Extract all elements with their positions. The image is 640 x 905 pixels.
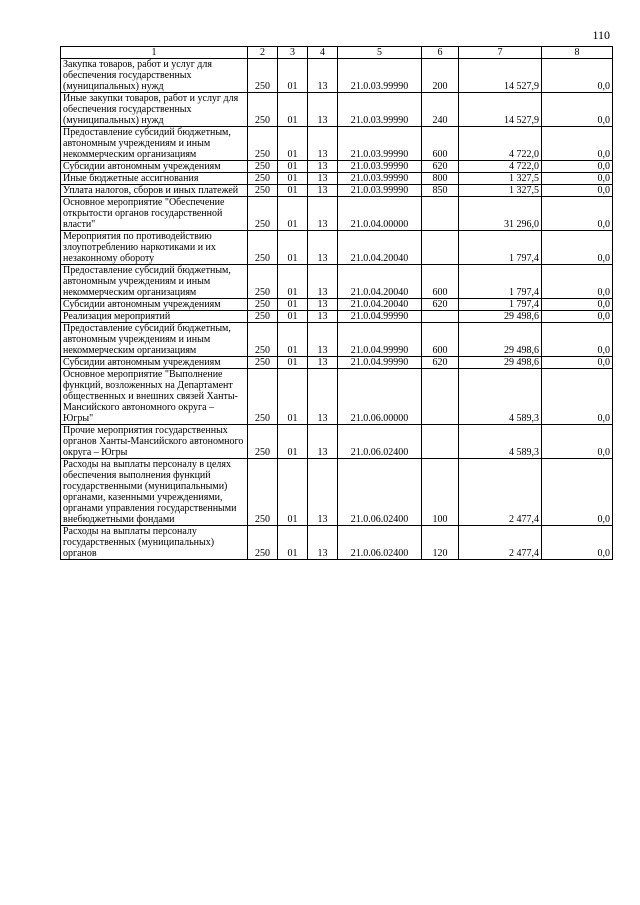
expense-type-cell	[422, 231, 459, 265]
amount-cell: 29 498,6	[459, 311, 542, 323]
expense-type-cell: 600	[422, 127, 459, 161]
subsection-cell: 13	[308, 369, 338, 425]
admin-code-cell: 250	[248, 265, 278, 299]
subsection-cell: 13	[308, 197, 338, 231]
table-row	[61, 369, 613, 425]
subsection-cell: 13	[308, 425, 338, 459]
item-name-cell: Иные закупки товаров, работ и услуг для обеспечения государственных (муниципальных) нужд	[61, 93, 248, 127]
item-name-cell: Предоставление субсидий бюджетным, автономным учреждениям и иным некоммерческим организациям	[61, 265, 248, 299]
expense-type-cell: 850	[422, 185, 459, 197]
item-name-cell: Реализация мероприятий	[61, 311, 248, 323]
amount-cell: 4 589,3	[459, 369, 542, 425]
amount-cell: 0,0	[542, 127, 613, 161]
expense-type-cell	[422, 369, 459, 425]
target-article-cell: 21.0.04.20040	[338, 231, 422, 265]
amount-cell: 0,0	[542, 185, 613, 197]
table-row	[61, 185, 613, 197]
expense-type-cell: 100	[422, 459, 459, 526]
target-article-cell: 21.0.04.00000	[338, 197, 422, 231]
amount-cell: 31 296,0	[459, 197, 542, 231]
table-row	[61, 459, 613, 526]
amount-cell: 0,0	[542, 197, 613, 231]
amount-cell: 0,0	[542, 526, 613, 560]
section-cell: 01	[278, 231, 308, 265]
amount-cell: 4 722,0	[459, 161, 542, 173]
admin-code-cell: 250	[248, 127, 278, 161]
subsection-cell: 13	[308, 173, 338, 185]
amount-cell: 1 797,4	[459, 231, 542, 265]
amount-cell: 1 327,5	[459, 185, 542, 197]
table-row	[61, 265, 613, 299]
expense-type-cell: 600	[422, 323, 459, 357]
admin-code-cell: 250	[248, 161, 278, 173]
admin-code-cell: 250	[248, 59, 278, 93]
admin-code-cell: 250	[248, 526, 278, 560]
admin-code-cell: 250	[248, 231, 278, 265]
expense-type-cell: 800	[422, 173, 459, 185]
amount-cell: 0,0	[542, 459, 613, 526]
admin-code-cell: 250	[248, 197, 278, 231]
table-row	[61, 299, 613, 311]
amount-cell: 0,0	[542, 311, 613, 323]
amount-cell: 1 327,5	[459, 173, 542, 185]
target-article-cell: 21.0.06.02400	[338, 459, 422, 526]
expense-type-cell: 200	[422, 59, 459, 93]
expense-type-cell	[422, 311, 459, 323]
subsection-cell: 13	[308, 185, 338, 197]
table-row	[61, 357, 613, 369]
section-cell: 01	[278, 265, 308, 299]
expense-type-cell	[422, 197, 459, 231]
amount-cell: 0,0	[542, 265, 613, 299]
item-name-cell: Уплата налогов, сборов и иных платежей	[61, 185, 248, 197]
amount-cell: 0,0	[542, 59, 613, 93]
table-row	[61, 526, 613, 560]
section-cell: 01	[278, 323, 308, 357]
amount-cell: 0,0	[542, 173, 613, 185]
column-header: 4	[308, 47, 338, 59]
section-cell: 01	[278, 161, 308, 173]
admin-code-cell: 250	[248, 299, 278, 311]
budget-table	[60, 46, 613, 560]
section-cell: 01	[278, 526, 308, 560]
subsection-cell: 13	[308, 299, 338, 311]
subsection-cell: 13	[308, 526, 338, 560]
subsection-cell: 13	[308, 357, 338, 369]
column-header: 5	[338, 47, 422, 59]
item-name-cell: Расходы на выплаты персоналу государственных (муниципальных) органов	[61, 526, 248, 560]
item-name-cell: Субсидии автономным учреждениям	[61, 161, 248, 173]
target-article-cell: 21.0.03.99990	[338, 127, 422, 161]
section-cell: 01	[278, 197, 308, 231]
section-cell: 01	[278, 185, 308, 197]
target-article-cell: 21.0.06.02400	[338, 425, 422, 459]
amount-cell: 29 498,6	[459, 323, 542, 357]
subsection-cell: 13	[308, 93, 338, 127]
admin-code-cell: 250	[248, 459, 278, 526]
section-cell: 01	[278, 357, 308, 369]
table-row	[61, 323, 613, 357]
expense-type-cell: 600	[422, 265, 459, 299]
admin-code-cell: 250	[248, 311, 278, 323]
expense-type-cell: 620	[422, 299, 459, 311]
target-article-cell: 21.0.03.99990	[338, 161, 422, 173]
target-article-cell: 21.0.04.20040	[338, 265, 422, 299]
amount-cell: 4 722,0	[459, 127, 542, 161]
table-row	[61, 161, 613, 173]
admin-code-cell: 250	[248, 93, 278, 127]
subsection-cell: 13	[308, 59, 338, 93]
amount-cell: 0,0	[542, 299, 613, 311]
subsection-cell: 13	[308, 161, 338, 173]
expense-type-cell: 620	[422, 357, 459, 369]
item-name-cell: Основное мероприятие "Обеспечение открытости органов государственной власти"	[61, 197, 248, 231]
admin-code-cell: 250	[248, 357, 278, 369]
item-name-cell: Предоставление субсидий бюджетным, автономным учреждениям и иным некоммерческим организациям	[61, 323, 248, 357]
admin-code-cell: 250	[248, 425, 278, 459]
expense-type-cell	[422, 425, 459, 459]
target-article-cell: 21.0.06.02400	[338, 526, 422, 560]
item-name-cell: Основное мероприятие "Выполнение функций, возложенных на Департамент общественных и внешних связей Ханты-Мансийского автономного округа – Югры"	[61, 369, 248, 425]
section-cell: 01	[278, 311, 308, 323]
target-article-cell: 21.0.03.99990	[338, 185, 422, 197]
amount-cell: 0,0	[542, 161, 613, 173]
item-name-cell: Иные бюджетные ассигнования	[61, 173, 248, 185]
column-header: 1	[61, 47, 248, 59]
item-name-cell: Расходы на выплаты персоналу в целях обеспечения выполнения функций государственными (муниципальными) органами, казенными учреждениями, органами управления государственными внебюджетными фондами	[61, 459, 248, 526]
table-row	[61, 425, 613, 459]
table-row	[61, 231, 613, 265]
section-cell: 01	[278, 59, 308, 93]
table-row	[61, 127, 613, 161]
amount-cell: 29 498,6	[459, 357, 542, 369]
subsection-cell: 13	[308, 231, 338, 265]
amount-cell: 14 527,9	[459, 59, 542, 93]
expense-type-cell: 240	[422, 93, 459, 127]
table-row	[61, 311, 613, 323]
admin-code-cell: 250	[248, 369, 278, 425]
section-cell: 01	[278, 425, 308, 459]
table-row	[61, 59, 613, 93]
amount-cell: 1 797,4	[459, 299, 542, 311]
column-header: 2	[248, 47, 278, 59]
admin-code-cell: 250	[248, 185, 278, 197]
amount-cell: 2 477,4	[459, 459, 542, 526]
admin-code-cell: 250	[248, 323, 278, 357]
target-article-cell: 21.0.04.99990	[338, 357, 422, 369]
expense-type-cell: 120	[422, 526, 459, 560]
target-article-cell: 21.0.03.99990	[338, 93, 422, 127]
amount-cell: 14 527,9	[459, 93, 542, 127]
page-number: 110	[592, 28, 610, 42]
section-cell: 01	[278, 173, 308, 185]
item-name-cell: Предоставление субсидий бюджетным, автономным учреждениям и иным некоммерческим организациям	[61, 127, 248, 161]
table-row	[61, 173, 613, 185]
target-article-cell: 21.0.03.99990	[338, 173, 422, 185]
target-article-cell: 21.0.04.99990	[338, 323, 422, 357]
amount-cell: 2 477,4	[459, 526, 542, 560]
table-header-row	[61, 47, 613, 59]
section-cell: 01	[278, 127, 308, 161]
subsection-cell: 13	[308, 265, 338, 299]
amount-cell: 0,0	[542, 357, 613, 369]
amount-cell: 0,0	[542, 425, 613, 459]
section-cell: 01	[278, 459, 308, 526]
amount-cell: 0,0	[542, 93, 613, 127]
item-name-cell: Закупка товаров, работ и услуг для обеспечения государственных (муниципальных) нужд	[61, 59, 248, 93]
amount-cell: 1 797,4	[459, 265, 542, 299]
amount-cell: 0,0	[542, 323, 613, 357]
target-article-cell: 21.0.04.20040	[338, 299, 422, 311]
section-cell: 01	[278, 299, 308, 311]
target-article-cell: 21.0.04.99990	[338, 311, 422, 323]
item-name-cell: Мероприятия по противодействию злоупотреблению наркотиками и их незаконному обороту	[61, 231, 248, 265]
column-header: 7	[459, 47, 542, 59]
column-header: 3	[278, 47, 308, 59]
target-article-cell: 21.0.03.99990	[338, 59, 422, 93]
subsection-cell: 13	[308, 459, 338, 526]
subsection-cell: 13	[308, 311, 338, 323]
amount-cell: 0,0	[542, 369, 613, 425]
admin-code-cell: 250	[248, 173, 278, 185]
table-row	[61, 93, 613, 127]
amount-cell: 4 589,3	[459, 425, 542, 459]
target-article-cell: 21.0.06.00000	[338, 369, 422, 425]
subsection-cell: 13	[308, 127, 338, 161]
section-cell: 01	[278, 369, 308, 425]
column-header: 6	[422, 47, 459, 59]
section-cell: 01	[278, 93, 308, 127]
expense-type-cell: 620	[422, 161, 459, 173]
item-name-cell: Субсидии автономным учреждениям	[61, 357, 248, 369]
item-name-cell: Субсидии автономным учреждениям	[61, 299, 248, 311]
subsection-cell: 13	[308, 323, 338, 357]
column-header: 8	[542, 47, 613, 59]
amount-cell: 0,0	[542, 231, 613, 265]
item-name-cell: Прочие мероприятия государственных органов Ханты-Мансийского автономного округа – Югры	[61, 425, 248, 459]
table-row	[61, 197, 613, 231]
